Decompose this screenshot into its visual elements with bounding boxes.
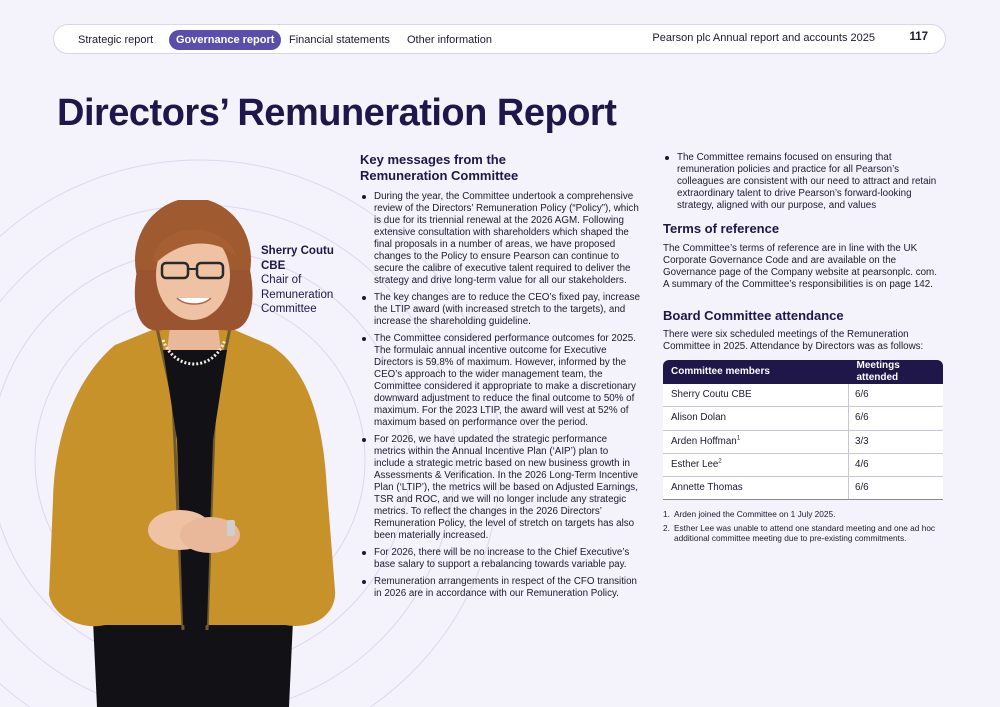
footnote-number: 2. xyxy=(663,523,670,534)
table-row xyxy=(663,477,943,500)
list-item: The Committee considered performance outcomes for 2025. The formulaic annual incentive outcome for Executive Directors is 59.8% of maximum. However, informed by the CEO’s approach to the wider management team, the Committee considered it appropriate to make a discretionary downward adjustment to reduce the final outcome to 50% of maximum. For the 2023 LTIP, the award will vest at 52% of maximum based on performance over the period. xyxy=(360,333,640,429)
nav-financial-statements[interactable]: Financial statements xyxy=(289,34,390,46)
footnote-marker: 2 xyxy=(718,458,722,465)
attended-cell: 3/3 xyxy=(849,430,944,453)
member-name: Alison Dolan xyxy=(671,412,727,424)
caption-name: Sherry Coutu CBE xyxy=(261,245,334,272)
footnote-text: Esther Lee was unable to attend one standard meeting and one ad hoc additional committee meeting due to pre-existing commitments. xyxy=(674,523,936,544)
terms-body: The Committee’s terms of reference are in line with the UK Corporate Governance Code and are available on the Governance page of the Company website at pearsonplc. com. A summary of the Committee’s responsibilities is on page 142. xyxy=(663,242,937,290)
attended-cell: 6/6 xyxy=(849,477,944,500)
table-row xyxy=(663,384,943,407)
table-row xyxy=(663,430,943,453)
attendance-intro: There were six scheduled meetings of the Remuneration Committee in 2025. Attendance by Directors was as follows: xyxy=(663,329,924,352)
list-item: The key changes are to reduce the CEO’s fixed pay, increase the LTIP award (with increased stretch to the targets), and increase the shareholding guideline. xyxy=(360,292,640,328)
list-item: For 2026, we have updated the strategic performance metrics within the Annual Incentive Plan (‘AIP’) plan to include a strategic metric based on new business growth in Assessments & Verification. In the 2026 Long-Term Incentive Plan (‘LTIP’), the metrics will be based on Adjusted Earnings, TSR and ROC, and we will no longer include any strategic metrics. To reflect the changes in the 2026 Directors’ Remuneration Policy, the level of stretch on targets has also been materially increased. xyxy=(360,434,640,542)
member-cell xyxy=(663,477,849,500)
caption-role: Chair of Remuneration Committee xyxy=(261,274,334,315)
key-messages-list-continued xyxy=(663,152,943,212)
list-item: During the year, the Committee undertook a comprehensive review of the Directors’ Remuneration Policy (“Policy”), which is due for its triennial renewal at the 2026 AGM. Following extensive consultation with shareholders which shaped the final proposals in a number of areas, we have proposed changes to the Policy to ensure Pearson can continue to secure the calibre of executive talent required to deliver the strategy and drive long-term value for all our stakeholders. xyxy=(360,191,640,287)
portrait-caption xyxy=(261,244,361,317)
footnote xyxy=(663,509,943,519)
footnote xyxy=(663,523,943,543)
nav-strategic-report[interactable]: Strategic report xyxy=(78,34,154,46)
member-name: Esther Lee xyxy=(671,459,719,471)
table-footnotes xyxy=(663,509,943,543)
nav-other-information[interactable]: Other information xyxy=(407,34,492,46)
member-name: Sherry Coutu CBE xyxy=(671,389,752,401)
attendance-table xyxy=(663,360,943,500)
table-row xyxy=(663,453,943,476)
key-messages-column xyxy=(360,152,640,605)
member-cell xyxy=(663,384,849,407)
attended-cell: 4/6 xyxy=(849,453,944,476)
right-column xyxy=(663,152,943,547)
footnote-text: Arden joined the Committee on 1 July 2025. xyxy=(674,509,836,520)
member-cell xyxy=(663,407,849,430)
list-item: For 2026, there will be no increase to the Chief Executive’s base salary to support a rebalancing towards variable pay. xyxy=(360,547,640,571)
attendance-heading: Board Committee attendance xyxy=(663,307,844,323)
footnote-number: 1. xyxy=(663,509,670,520)
member-cell xyxy=(663,430,849,453)
top-navigation-bar xyxy=(53,24,946,54)
footnote-marker: 1 xyxy=(736,435,741,442)
page-number: 117 xyxy=(909,31,928,43)
attended-cell: 6/6 xyxy=(849,407,944,430)
table-row xyxy=(663,407,943,430)
terms-heading: Terms of reference xyxy=(663,221,780,236)
key-messages-list xyxy=(360,191,640,600)
list-item: The Committee remains focused on ensuring that remuneration policies and practice for all Pearson’s colleagues are consistent with our need to attract and retain extraordinary talent to drive Pearson’s forward-looking strategy, aligned with our purpose, and values xyxy=(663,152,943,212)
member-cell xyxy=(663,453,849,476)
attended-cell: 6/6 xyxy=(849,384,944,407)
list-item: Remuneration arrangements in respect of the CFO transition in 2026 are in accordance with our Remuneration Policy. xyxy=(360,576,640,600)
key-messages-heading: Key messages from the Remuneration Committee xyxy=(360,152,519,183)
page-title: Directors’ Remuneration Report xyxy=(57,92,617,134)
member-name: Annette Thomas xyxy=(671,482,743,494)
nav-governance-report[interactable]: Governance report xyxy=(169,30,281,50)
column-header-meetings: Meetings attended xyxy=(849,360,944,384)
report-title: Pearson plc Annual report and accounts 2025 xyxy=(652,32,875,44)
column-header-members: Committee members xyxy=(663,360,849,384)
member-name: Arden Hoffman xyxy=(671,435,737,447)
